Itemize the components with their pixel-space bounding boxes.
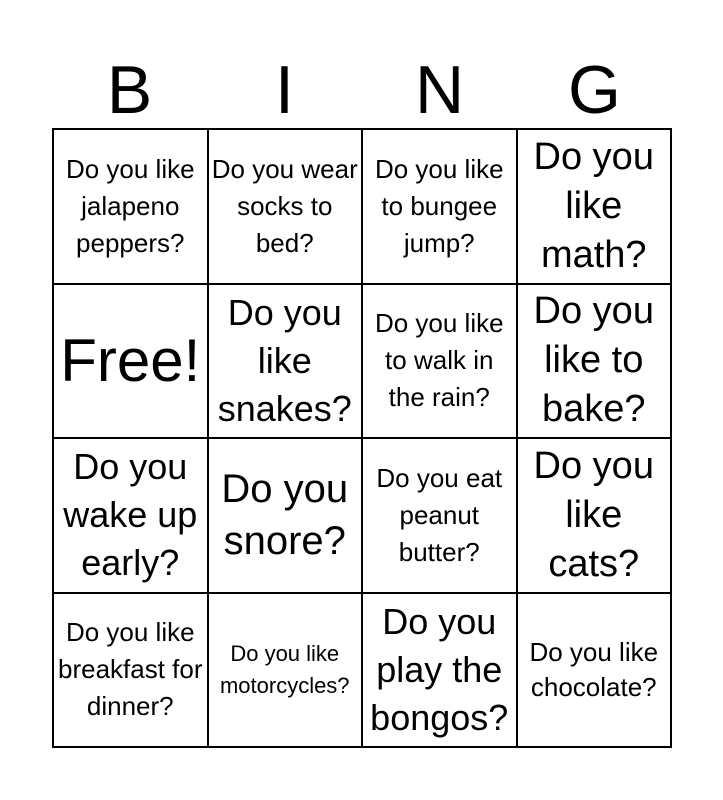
bingo-cell[interactable] xyxy=(362,284,517,439)
cell-text: Do you play the bongos? xyxy=(370,600,509,738)
bingo-cell[interactable] xyxy=(208,284,363,439)
cell-text: Free! xyxy=(60,326,201,394)
cell-text: Do you like to walk in the rain? xyxy=(374,308,504,413)
bingo-cell[interactable] xyxy=(208,438,363,593)
cell-text: Do you like cats? xyxy=(533,444,654,585)
cell-text: Do you wear socks to bed? xyxy=(211,153,358,258)
bingo-cell[interactable] xyxy=(517,129,672,284)
cell-text: Do you like to bake? xyxy=(533,290,654,431)
bingo-cell[interactable] xyxy=(53,438,208,593)
cell-text: Do you like breakfast for dinner? xyxy=(57,617,203,722)
bingo-cell[interactable] xyxy=(362,593,517,748)
bingo-header xyxy=(52,52,672,128)
cell-text: Do you like math? xyxy=(533,135,654,276)
cell-text: Do you wake up early? xyxy=(63,446,198,584)
cell-text: Do you eat peanut butter? xyxy=(376,462,503,567)
header-letter-g: G xyxy=(568,52,621,128)
bingo-cell[interactable] xyxy=(53,129,208,284)
header-letter-b: B xyxy=(106,52,153,128)
bingo-cell[interactable] xyxy=(208,593,363,748)
bingo-cell-free[interactable] xyxy=(53,284,208,439)
bingo-grid xyxy=(52,128,672,748)
bingo-cell[interactable] xyxy=(362,129,517,284)
cell-text: Do you like to bungee jump? xyxy=(374,153,504,258)
bingo-cell[interactable] xyxy=(517,284,672,439)
bingo-cell[interactable] xyxy=(517,438,672,593)
header-letter-n: N xyxy=(414,52,465,128)
cell-text: Do you snore? xyxy=(221,467,349,564)
bingo-cell[interactable] xyxy=(362,438,517,593)
cell-text: Do you like jalapeno peppers? xyxy=(65,153,195,258)
bingo-cell[interactable] xyxy=(53,593,208,748)
cell-text: Do you like chocolate? xyxy=(529,636,659,702)
cell-text: Do you like motorcycles? xyxy=(219,640,350,698)
cell-text: Do you like snakes? xyxy=(217,291,352,429)
header-letter-i: I xyxy=(275,52,294,128)
bingo-cell[interactable] xyxy=(517,593,672,748)
bingo-cell[interactable] xyxy=(208,129,363,284)
